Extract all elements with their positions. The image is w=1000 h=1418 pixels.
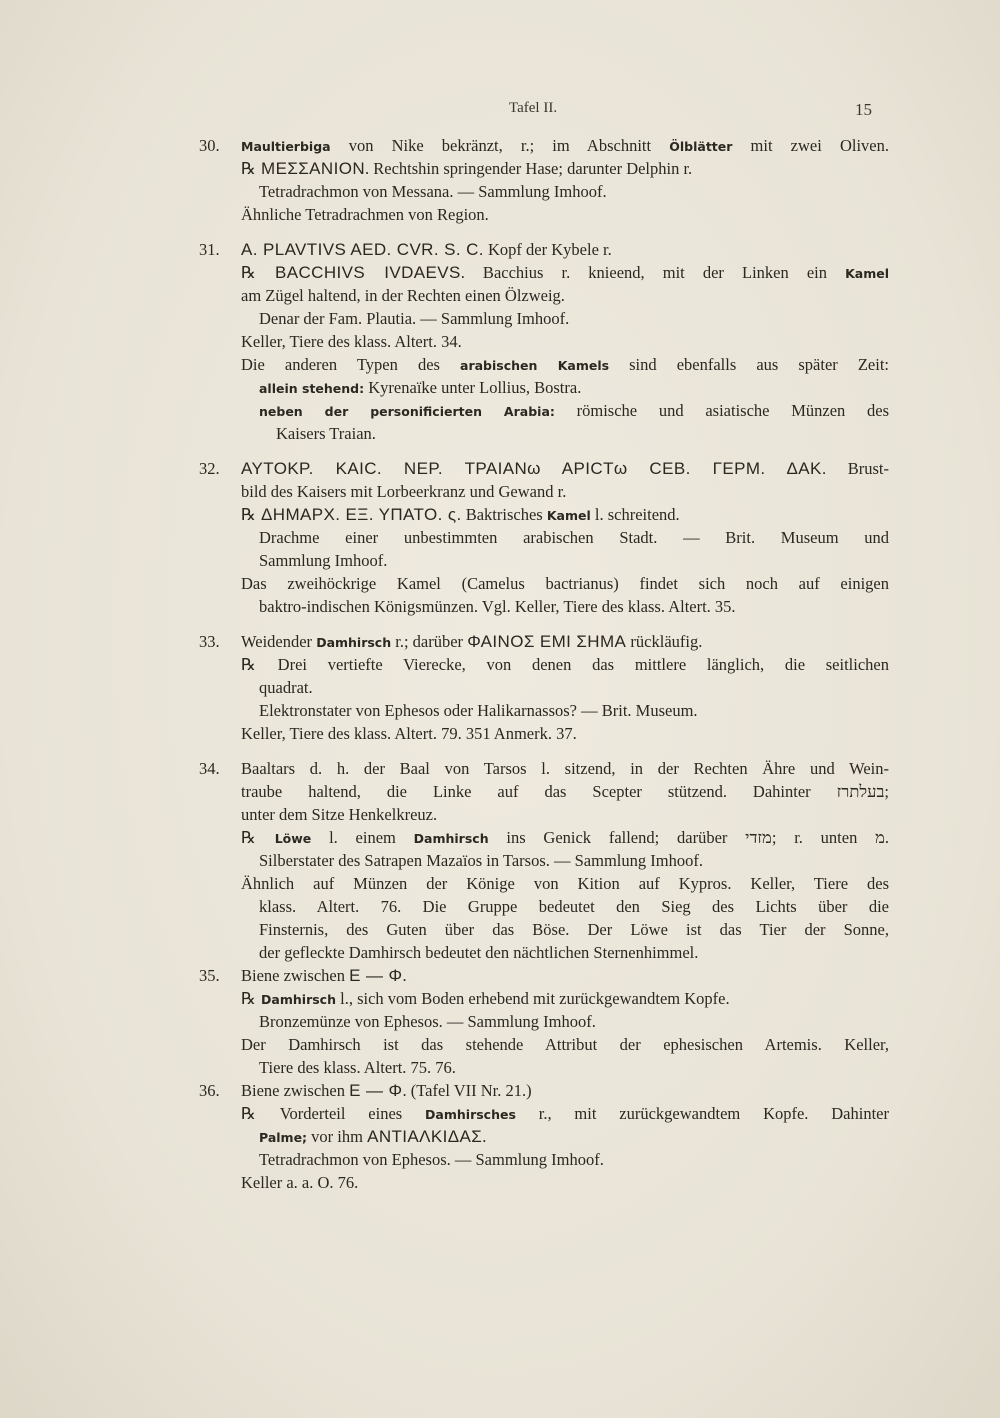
line-text <box>241 261 889 285</box>
text-line <box>199 457 889 480</box>
coin-legend: ΜΕΣΣΑΝΙΟΝ <box>261 159 366 178</box>
text-run: ; r. unten <box>771 828 876 847</box>
symbol-text: מ <box>875 828 885 847</box>
text-run: Brust- <box>826 459 890 478</box>
emphasis-text: Damhirsches <box>425 1107 516 1122</box>
emphasis-text: Damhirsch <box>316 635 392 650</box>
symbol-text: ℞ <box>241 505 262 524</box>
text-run: l. einem <box>311 828 414 847</box>
text-line <box>199 757 889 780</box>
line-text <box>241 353 889 377</box>
text-run: bild des Kaisers mit Lorbeerkranz und Gewand r. <box>241 482 567 501</box>
text-line <box>199 826 889 849</box>
text-run: Ähnlich auf Münzen der Könige von Kition auf Kypros. Keller, Tiere des <box>241 874 889 893</box>
coin-legend: ΔΗΜΑΡΧ. ΕΞ. ΥΠΑΤΟ. ς. <box>261 505 462 524</box>
line-text <box>241 572 889 595</box>
text-run: sind ebenfalls aus später Zeit: <box>609 355 890 374</box>
emphasis-text: Damhirsch <box>413 831 489 846</box>
line-text <box>259 1056 456 1079</box>
line-text <box>241 872 889 895</box>
emphasis-text: Ölblätter <box>669 139 733 154</box>
text-run: rückläufig. <box>626 632 703 651</box>
page-number: 15 <box>855 100 872 119</box>
entry-number: 30. <box>199 136 220 155</box>
line-text <box>241 964 407 987</box>
text-run: mit zwei Oliven. <box>732 136 889 155</box>
text-line <box>199 157 889 180</box>
text-run: der gefleckte Damhirsch bedeutet den nächtlichen Sternenhimmel. <box>259 943 699 962</box>
line-text <box>241 803 437 826</box>
line-text <box>259 549 387 572</box>
text-line <box>199 572 889 595</box>
line-text <box>259 918 889 941</box>
entry-number: 31. <box>199 240 220 259</box>
text-run: Baktrisches <box>461 505 547 524</box>
symbol-text: ℞ <box>241 159 262 178</box>
symbol-text: ℞ <box>241 828 275 847</box>
text-line <box>199 1010 889 1033</box>
line-text <box>241 503 680 527</box>
emphasis-text: neben der personificierten Arabia: <box>259 404 555 419</box>
line-text <box>241 330 462 353</box>
text-run: Elektronstater von Ephesos oder Halikarnassos? — Brit. Museum. <box>259 701 698 720</box>
symbol-text: בעלתרז <box>836 782 885 801</box>
text-run: Kaisers Traian. <box>276 424 376 443</box>
text-run: Keller a. a. O. 76. <box>241 1173 359 1192</box>
line-text <box>241 1079 532 1102</box>
emphasis-text: Löwe <box>274 831 312 846</box>
text-line <box>199 180 889 203</box>
text-line <box>199 261 889 284</box>
text-run: traube haltend, die Linke auf das Scepter stützend. Dahinter <box>241 782 837 801</box>
text-run: Die anderen Typen des <box>241 355 461 374</box>
text-line <box>199 595 889 618</box>
text-line <box>199 987 889 1010</box>
line-text <box>241 722 577 745</box>
text-line <box>199 503 889 526</box>
text-run: . Rechtshin springender Hase; darunter Delphin r. <box>365 159 693 178</box>
text-line <box>199 849 889 872</box>
line-text <box>241 238 612 261</box>
line-text <box>241 826 889 850</box>
text-line <box>199 480 889 503</box>
text-line <box>199 1102 889 1125</box>
emphasis-text: arabischen Kamels <box>460 358 610 373</box>
emphasis-text: Maultierbiga <box>241 139 331 154</box>
text-run: . Bacchius r. knieend, mit der Linken ein <box>460 263 846 282</box>
text-run: klass. Altert. 76. Die Gruppe bedeutet den Sieg des Lichts über die <box>259 897 889 916</box>
text-run: Keller, Tiere des klass. Altert. 79. 351 Anmerk. 37. <box>241 724 577 743</box>
text-line <box>199 1079 889 1102</box>
symbol-text: ℞ <box>241 989 262 1008</box>
text-run: . <box>482 1127 487 1146</box>
page-body <box>199 134 889 1194</box>
text-line <box>199 653 889 676</box>
line-text <box>259 676 313 699</box>
text-run: Kopf der Kybele r. <box>483 240 612 259</box>
text-run: am Zügel haltend, in der Rechten einen Ölzweig. <box>241 286 565 305</box>
line-text <box>241 1102 889 1126</box>
line-text <box>259 699 698 722</box>
coin-legend: ΑΥΤΟΚΡ. ΚΑΙϹ. ΝΕΡ. ΤΡΑΙΑΝω ΑΡΙϹΤω ϹΕΒ. ΓΕΡΜ. ΔΑΚ. <box>241 459 827 478</box>
line-text <box>241 780 889 803</box>
line-text <box>241 457 889 480</box>
emphasis-text: allein stehend: <box>259 381 365 396</box>
text-run: Tetradrachmon von Messana. — Sammlung Imhoof. <box>259 182 607 201</box>
text-run: Finsternis, des Guten über das Böse. Der Löwe ist das Tier der Sonne, <box>259 920 889 939</box>
text-line <box>199 399 889 422</box>
text-line <box>199 203 889 226</box>
text-line <box>199 895 889 918</box>
text-run: Biene zwischen <box>241 1081 350 1100</box>
text-run: l. schreitend. <box>590 505 680 524</box>
text-line <box>199 1125 889 1148</box>
coin-legend: E — Φ <box>349 1081 403 1100</box>
emphasis-text: Damhirsch <box>261 992 336 1007</box>
text-line <box>199 676 889 699</box>
text-line <box>199 1171 889 1194</box>
text-run: Baaltars d. h. der Baal von Tarsos l. sitzend, in der Rechten Ähre und Wein- <box>241 759 889 778</box>
text-run: unter dem Sitze Henkelkreuz. <box>241 805 438 824</box>
text-run: Tiere des klass. Altert. 75. 76. <box>259 1058 456 1077</box>
text-run: vor ihm <box>307 1127 368 1146</box>
line-text <box>241 480 566 503</box>
line-text <box>241 1171 358 1194</box>
text-line <box>199 1148 889 1171</box>
line-text <box>259 180 607 203</box>
text-run: Biene zwischen <box>241 966 350 985</box>
line-text <box>259 895 889 918</box>
text-run: . (Tafel VII Nr. 21.) <box>402 1081 532 1100</box>
line-text <box>259 1125 486 1149</box>
text-run: . <box>402 966 407 985</box>
text-line <box>199 780 889 803</box>
text-line <box>199 941 889 964</box>
line-text <box>241 757 889 780</box>
text-line <box>199 284 889 307</box>
line-text <box>276 422 376 445</box>
line-text <box>241 203 489 226</box>
text-run: römische und asiatische Münzen des <box>554 401 890 420</box>
symbol-text: ℞ <box>241 1104 280 1123</box>
text-run: Weidender <box>241 632 317 651</box>
text-line <box>199 307 889 330</box>
entry-number: 33. <box>199 632 220 651</box>
coin-legend: ΑΝΤΙΑΛΚΙΔΑΣ <box>367 1127 483 1146</box>
text-run: ; <box>884 782 889 801</box>
text-run: quadrat. <box>259 678 313 697</box>
text-run: r.; darüber <box>391 632 468 651</box>
text-run: Silberstater des Satrapen Mazaïos in Tarsos. — Sammlung Imhoof. <box>259 851 703 870</box>
line-text <box>241 630 702 654</box>
text-line <box>199 134 889 157</box>
text-line <box>199 630 889 653</box>
text-run: ins Genick fallend; darüber <box>488 828 746 847</box>
running-title: Tafel II. <box>509 100 558 116</box>
line-text <box>241 157 692 180</box>
text-run: Tetradrachmon von Ephesos. — Sammlung Imhoof. <box>259 1150 604 1169</box>
coin-legend: E — Φ <box>349 966 403 985</box>
text-line <box>199 330 889 353</box>
line-text <box>241 134 889 158</box>
text-run: Ähnliche Tetradrachmen von Region. <box>241 205 489 224</box>
text-line <box>199 526 889 549</box>
line-text <box>259 376 581 400</box>
text-line <box>199 722 889 745</box>
text-line <box>199 918 889 941</box>
paragraph-gap <box>199 618 889 630</box>
paragraph-gap <box>199 226 889 238</box>
line-text <box>259 399 889 423</box>
text-run: r., mit zurückgewandtem Kopfe. Dahinter <box>515 1104 889 1123</box>
text-run: Keller, Tiere des klass. Altert. 34. <box>241 332 462 351</box>
text-run: l., sich vom Boden erhebend mit zurückgewandtem Kopfe. <box>335 989 730 1008</box>
line-text <box>259 526 889 549</box>
text-line <box>199 964 889 987</box>
line-text <box>259 849 703 872</box>
emphasis-text: Palme; <box>259 1130 308 1145</box>
symbol-text: מזדי <box>745 828 772 847</box>
text-run: Denar der Fam. Plautia. — Sammlung Imhoof. <box>259 309 570 328</box>
line-text <box>241 284 565 307</box>
text-line <box>199 1033 889 1056</box>
text-run: von Nike bekränzt, r.; im Abschnitt <box>330 136 670 155</box>
text-line <box>199 376 889 399</box>
symbol-text: ℞ <box>241 655 278 674</box>
emphasis-text: Kamel <box>845 266 890 281</box>
text-run: Das zweihöckrige Kamel (Camelus bactrianus) findet sich noch auf einigen <box>241 574 889 593</box>
emphasis-text: Kamel <box>546 508 591 523</box>
text-run: baktro-indischen Königsmünzen. Vgl. Keller, Tiere des klass. Altert. 35. <box>259 597 736 616</box>
text-run: Kyrenaïke unter Lollius, Bostra. <box>364 378 582 397</box>
text-run: Vorderteil eines <box>279 1104 426 1123</box>
symbol-text: ℞ <box>241 263 276 282</box>
text-run: Drei vertiefte Vierecke, von denen das mittlere länglich, die seitlichen <box>277 655 889 674</box>
entry-number: 32. <box>199 459 220 478</box>
line-text <box>259 307 569 330</box>
text-line <box>199 1056 889 1079</box>
paragraph-gap <box>199 445 889 457</box>
coin-legend: ΦΑΙΝΟΣ ΕΜΙ ΣΗΜΑ <box>467 632 627 651</box>
entry-number: 34. <box>199 759 220 778</box>
line-text <box>259 1148 604 1171</box>
text-line <box>199 803 889 826</box>
text-run: Bronzemünze von Ephesos. — Sammlung Imhoof. <box>259 1012 596 1031</box>
text-line <box>199 549 889 572</box>
line-text <box>259 941 698 964</box>
entry-number: 35. <box>199 966 220 985</box>
line-text <box>259 595 736 618</box>
line-text <box>241 1033 889 1056</box>
text-run: Sammlung Imhoof. <box>259 551 388 570</box>
paragraph-gap <box>199 745 889 757</box>
text-run: . <box>884 828 890 847</box>
line-text <box>241 987 730 1011</box>
text-line <box>199 422 889 445</box>
text-line <box>199 238 889 261</box>
line-text <box>259 1010 596 1033</box>
coin-legend: BACCHIVS IVDAEVS <box>275 263 461 282</box>
text-run: Der Damhirsch ist das stehende Attribut der ephesischen Artemis. Keller, <box>241 1035 889 1054</box>
text-line <box>199 353 889 376</box>
text-line <box>199 699 889 722</box>
entry-number: 36. <box>199 1081 220 1100</box>
coin-legend: A. PLAVTIVS AED. CVR. S. C. <box>241 240 484 259</box>
line-text <box>241 653 889 676</box>
text-line <box>199 872 889 895</box>
text-run: Drachme einer unbestimmten arabischen Stadt. — Brit. Museum und <box>259 528 889 547</box>
